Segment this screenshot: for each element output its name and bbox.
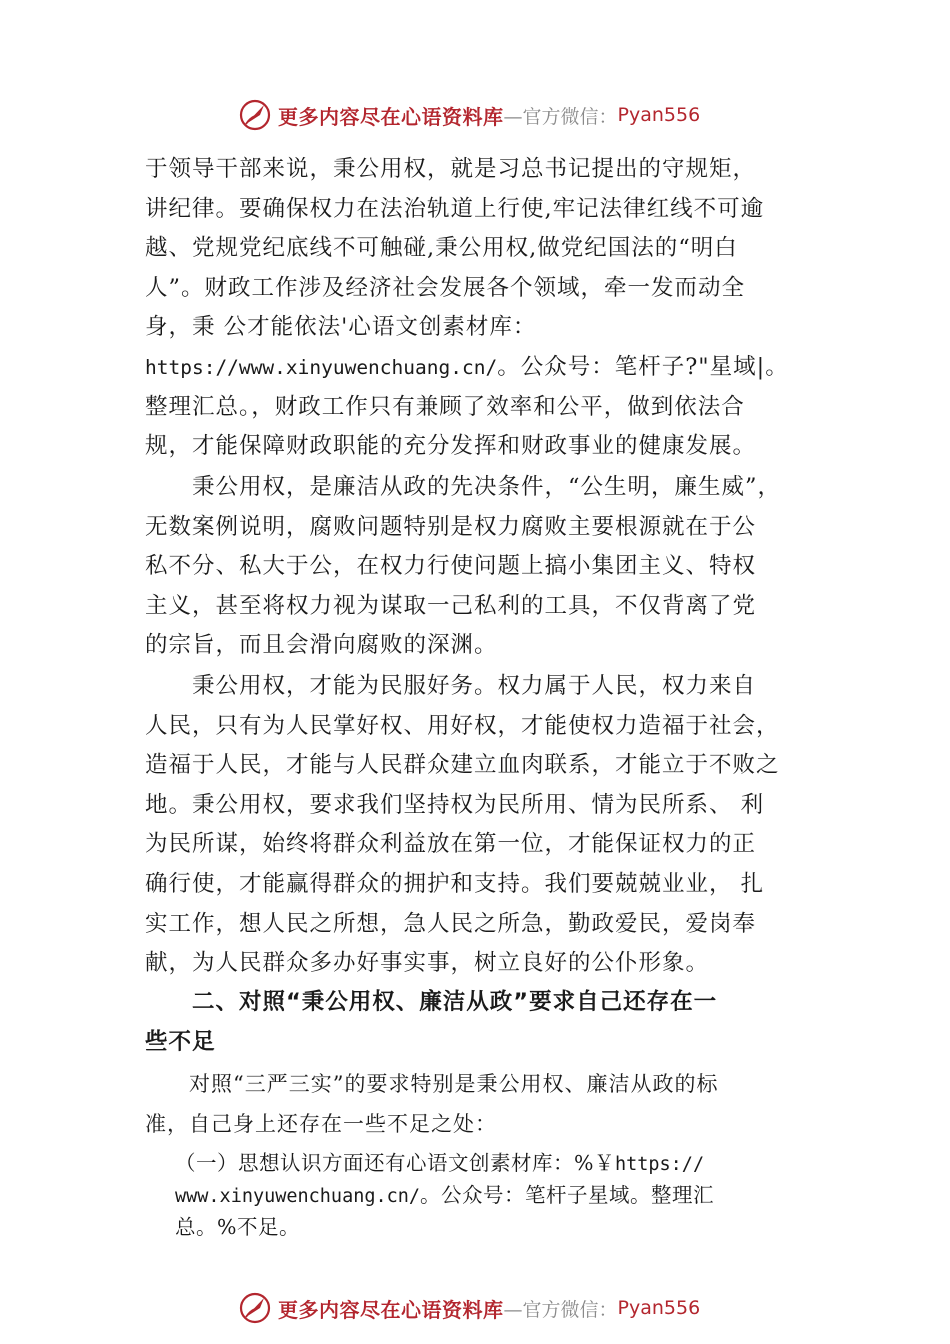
- text-line: 为民所谋，始终将群众利益放在第一位，才能保证权力的正: [145, 831, 757, 858]
- text-line: 总。%不足。: [175, 1215, 300, 1239]
- text-line: [175, 1148, 714, 1180]
- heading-line: 些不足: [145, 1029, 216, 1055]
- paragraph-1: [145, 150, 825, 467]
- banner-wechat-label: —官方微信：: [503, 1298, 618, 1321]
- text-line: 对照“三严三实”的要求特别是秉公用权、廉洁从政的标: [145, 1072, 719, 1096]
- text-line: 人民，只有为人民掌好权、用好权，才能使权力造福于社会，: [145, 712, 780, 739]
- text-line: 秉公用权，是廉洁从政的先决条件，“公生明，廉生威”，: [145, 474, 782, 500]
- section-heading-2: [145, 982, 717, 1062]
- url-link[interactable]: https://: [614, 1154, 705, 1175]
- text-line: 确行使，才能赢得群众的拥护和支持。我们要兢兢业业， 扎: [145, 870, 765, 897]
- text-line: 人”。财政工作涉及经济社会发展各个领域，牵一发而动全: [145, 274, 746, 301]
- text-span: 。公众号：笔杆子星域。整理汇: [420, 1183, 715, 1207]
- text-line: 整理汇总。，财政工作只有兼顾了效率和公平，做到依法合: [145, 393, 745, 420]
- paragraph-4: [145, 1064, 718, 1144]
- footer-banner: [238, 1288, 700, 1328]
- heading-line: 二、对照“秉公用权、廉洁从政”要求自己还存在一: [145, 989, 718, 1015]
- text-line: 讲纪律。要确保权力在法治轨道上行使,牢记法律红线不可逾: [145, 195, 765, 222]
- paragraph-5: [175, 1148, 714, 1242]
- text-line: 主义，甚至将权力视为谋取一己私利的工具，不仅背离了党: [145, 592, 757, 619]
- banner-wechat-handle: Pyan556: [617, 1297, 701, 1319]
- banner-library-text: 更多内容尽在心语资料库: [278, 1297, 504, 1322]
- text-line: 越、党规党纪底线不可触碰,秉公用权,做党纪国法的“明白: [145, 235, 738, 262]
- text-line: 献，为人民群众多办好事实事，树立良好的公仆形象。: [145, 950, 710, 977]
- text-line: [175, 1180, 714, 1212]
- text-line: 的宗旨，而且会滑向腐败的深渊。: [145, 632, 498, 659]
- text-line: [145, 348, 825, 388]
- text-line: 秉公用权，才能为民服好务。权力属于人民，权力来自: [145, 673, 757, 699]
- text-line: 私不分、私大于公，在权力行使问题上搞小集团主义、特权: [145, 553, 757, 580]
- text-line: 身，秉 公才能依法'心语文创素材库：: [145, 314, 537, 341]
- text-line: 无数案例说明，腐败问题特别是权力腐败主要根源就在于公: [145, 513, 757, 540]
- url-link[interactable]: https://www.xinyuwenchuang.cn/: [145, 355, 498, 379]
- text-line: 于领导干部来说，秉公用权，就是习总书记提出的守规矩，: [145, 156, 757, 182]
- header-banner: [238, 95, 700, 135]
- paragraph-2: [145, 468, 825, 666]
- url-link[interactable]: www.xinyuwenchuang.cn/: [175, 1186, 421, 1207]
- paragraph-3: [145, 667, 825, 984]
- text-span: 。公众号：笔杆子?"星域|。: [497, 353, 789, 380]
- text-line: 规，才能保障财政职能的充分发挥和财政事业的健康发展。: [145, 433, 757, 460]
- text-line: 准，自己身上还存在一些不足之处：: [145, 1112, 497, 1136]
- quill-logo-icon: [238, 1291, 272, 1325]
- text-line: 实工作，想人民之所想，急人民之所急，勤政爱民，爱岗奉: [145, 910, 757, 937]
- banner-library-text: 更多内容尽在心语资料库: [278, 104, 504, 129]
- text-line: 造福于人民，才能与人民群众建立血肉联系，才能立于不败之: [145, 752, 780, 779]
- text-line: 地。秉公用权，要求我们坚持权为民所用、情为民所系、 利: [145, 791, 765, 818]
- quill-logo-icon: [238, 98, 272, 132]
- text-span: （一）思想认识方面还有心语文创素材库：%￥: [175, 1151, 615, 1175]
- banner-wechat-handle: Pyan556: [617, 104, 701, 126]
- banner-wechat-label: —官方微信：: [503, 105, 618, 128]
